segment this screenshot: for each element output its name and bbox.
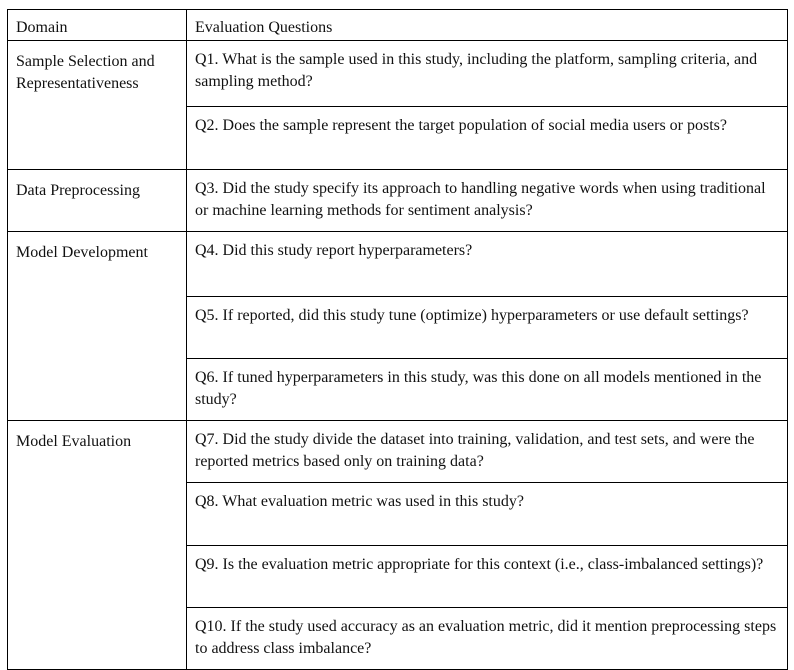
- question-q8: [187, 483, 788, 546]
- question-q9: [187, 546, 788, 608]
- question-q1: [187, 41, 788, 107]
- evaluation-questions-table: [7, 9, 788, 670]
- question-q4: [187, 232, 788, 297]
- table-row: [8, 170, 788, 232]
- question-text: Q7. Did the study divide the dataset into training, validation, and test sets, and were the reported metrics based only on training data?: [195, 431, 755, 470]
- question-q6: [187, 359, 788, 421]
- evaluation-table-container: [7, 9, 787, 670]
- question-q10: [187, 608, 788, 670]
- question-text: Q8. What evaluation metric was used in this study?: [195, 493, 524, 510]
- domain-sample-selection: Sample Selection and Representativeness: [8, 41, 187, 170]
- table-row: [8, 41, 788, 107]
- header-evaluation-questions: Evaluation Questions: [187, 10, 788, 41]
- question-text: Q10. If the study used accuracy as an evaluation metric, did it mention preprocessing steps to address class imbalance?: [195, 618, 777, 657]
- question-text: Q2. Does the sample represent the target population of social media users or posts?: [195, 117, 728, 134]
- question-text: Q6. If tuned hyperparameters in this study, was this done on all models mentioned in the study?: [195, 369, 762, 408]
- question-text: Q5. If reported, did this study tune (optimize) hyperparameters or use default settings?: [195, 307, 749, 324]
- question-text: Q9. Is the evaluation metric appropriate for this context (i.e., class-imbalanced settings)?: [195, 556, 764, 573]
- question-text: Q4. Did this study report hyperparameters?: [195, 242, 473, 259]
- question-q5: [187, 297, 788, 359]
- header-domain: Domain: [8, 10, 187, 41]
- table-row: [8, 232, 788, 297]
- question-q7: [187, 421, 788, 483]
- question-text: Q1. What is the sample used in this study, including the platform, sampling criteria, and sampling method?: [195, 51, 758, 90]
- question-q2: [187, 107, 788, 170]
- domain-data-preprocessing: Data Preprocessing: [8, 170, 187, 232]
- domain-model-evaluation: Model Evaluation: [8, 421, 187, 670]
- table-row: [8, 421, 788, 483]
- table-header-row: [8, 10, 788, 41]
- question-q3: [187, 170, 788, 232]
- domain-model-development: Model Development: [8, 232, 187, 421]
- question-text: Q3. Did the study specify its approach to handling negative words when using traditional or machine learning methods for sentiment analysis?: [195, 180, 766, 219]
